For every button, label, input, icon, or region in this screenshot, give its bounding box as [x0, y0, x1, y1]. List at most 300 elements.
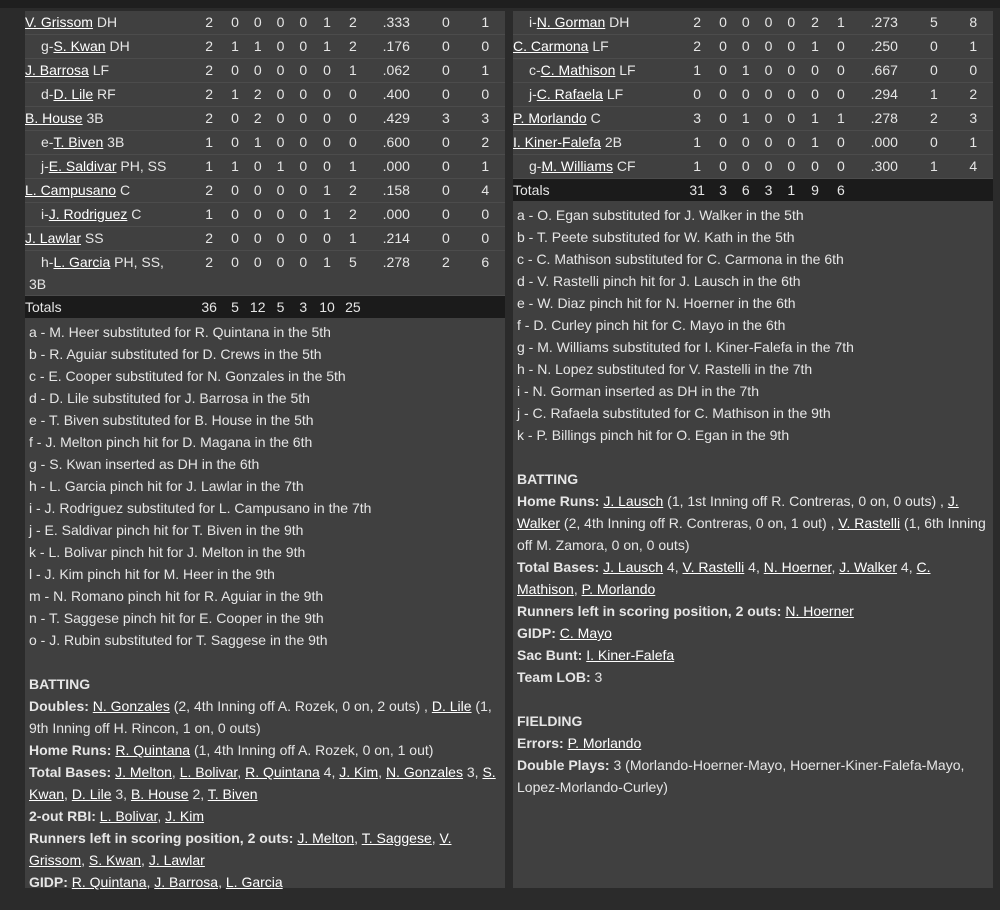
- stat-cell: 2: [195, 59, 224, 83]
- stat-cell: 2: [195, 179, 224, 203]
- substitution-note: b - T. Peete substituted for W. Kath in the 5th: [517, 229, 795, 245]
- stat-cell: 1: [224, 155, 247, 179]
- stat-cell: 0: [426, 83, 465, 107]
- player-link[interactable]: R. Quintana: [115, 742, 191, 758]
- stat-cell: 0: [224, 179, 247, 203]
- sub-letter: h-: [41, 254, 54, 270]
- player-link[interactable]: I. Kiner-Falefa: [513, 134, 601, 150]
- stat-cell: 2: [683, 11, 712, 35]
- stat-cell: 1: [914, 155, 953, 179]
- batter-cell: [25, 203, 195, 227]
- batter-row: [25, 35, 505, 59]
- stat-cell: .000: [854, 131, 914, 155]
- stat-cell: 0: [780, 155, 803, 179]
- player-link[interactable]: P. Morlando: [581, 581, 656, 597]
- stat-cell: .000: [366, 203, 426, 227]
- stat-cell: .278: [366, 251, 426, 296]
- player-link[interactable]: J. Barrosa: [25, 62, 89, 78]
- stat-cell: 0: [269, 251, 292, 296]
- stat-cell: 0: [292, 203, 315, 227]
- player-link[interactable]: N. Gonzales: [385, 764, 463, 780]
- stat-cell: 2: [246, 107, 269, 131]
- substitution-note: c - E. Cooper substituted for N. Gonzales in the 5th: [29, 368, 346, 384]
- sub-letter: d-: [41, 86, 54, 102]
- stat-cell: 0: [734, 131, 757, 155]
- stat-cell: 2: [426, 251, 465, 296]
- stat-cell: 5: [339, 251, 366, 296]
- stat-cell: 0: [246, 251, 269, 296]
- stat-cell: .000: [366, 155, 426, 179]
- stat-cell: 2: [195, 35, 224, 59]
- batter-cell: [25, 155, 195, 179]
- stat-cell: 0: [292, 227, 315, 251]
- batter-cell: [513, 83, 683, 107]
- player-link[interactable]: J. Walker: [517, 493, 959, 531]
- player-link[interactable]: C. Mathison: [540, 62, 616, 78]
- stat-cell: 0: [315, 59, 340, 83]
- total-r: 5: [224, 296, 247, 319]
- batter-row: [25, 155, 505, 179]
- player-link[interactable]: E. Saldivar: [48, 158, 117, 174]
- stat-cell: 0: [734, 35, 757, 59]
- batting-title: BATTING: [29, 676, 91, 692]
- stat-cell: 0: [269, 179, 292, 203]
- stat-cell: 0: [757, 35, 780, 59]
- player-link[interactable]: N. Gorman: [536, 14, 606, 30]
- position: DH: [109, 38, 130, 54]
- stat-cell: 0: [292, 131, 315, 155]
- substitution-note: a - O. Egan substituted for J. Walker in the 5th: [517, 207, 804, 223]
- substitution-note: h - N. Lopez substituted for V. Rastelli in the 7th: [517, 361, 813, 377]
- stat-cell: 0: [292, 83, 315, 107]
- stat-cell: 0: [339, 131, 366, 155]
- stat-cell: 0: [315, 155, 340, 179]
- position: LF: [619, 62, 636, 78]
- home-runs-line: Home Runs: J. Lausch (1, 1st Inning off R. Contreras, 0 on, 0 outs) , J. Walker (2, 4th Inning off R. Contreras, 0 on, 1 out) , V. Rastelli (1, 6th Inning off M. Zamora, 0 on, 0 outs): [517, 493, 986, 553]
- gidp-line: GIDP: C. Mayo: [517, 625, 612, 641]
- stat-cell: 1: [827, 107, 854, 131]
- stat-cell: 4: [466, 179, 505, 203]
- substitution-note: d - D. Lile substituted for J. Barrosa in the 5th: [29, 390, 310, 406]
- player-link[interactable]: J. Lausch: [603, 559, 664, 575]
- batter-cell: [513, 59, 683, 83]
- stat-cell: 0: [712, 35, 735, 59]
- stat-cell: 3: [426, 107, 465, 131]
- stat-cell: 0: [292, 179, 315, 203]
- player-link[interactable]: L. Garcia: [53, 254, 111, 270]
- stat-cell: 2: [195, 83, 224, 107]
- player-link[interactable]: J. Kim: [339, 764, 379, 780]
- player-link[interactable]: I. Kiner-Falefa: [586, 647, 675, 663]
- stat-cell: 1: [466, 59, 505, 83]
- substitution-note: i - N. Gorman inserted as DH in the 7th: [517, 383, 759, 399]
- stat-cell: 0: [292, 35, 315, 59]
- player-link[interactable]: J. Lausch: [603, 493, 664, 509]
- doubles-line: Doubles: N. Gonzales (2, 4th Inning off A. Rozek, 0 on, 2 outs) , D. Lile (1, 9th Inning off H. Rincon, 1 on, 0 outs): [29, 698, 492, 736]
- position: PH, SS,: [114, 254, 164, 270]
- total-lob: 25: [339, 296, 366, 319]
- stat-cell: 0: [827, 35, 854, 59]
- stat-cell: 0: [269, 107, 292, 131]
- sub-letter: g-: [529, 158, 542, 174]
- stat-cell: 0: [426, 227, 465, 251]
- batter-cell: [513, 155, 683, 179]
- batter-row: [513, 59, 993, 83]
- player-link[interactable]: T. Saggese: [361, 830, 432, 846]
- stat-cell: 0: [780, 131, 803, 155]
- stat-cell: 0: [757, 11, 780, 35]
- stat-cell: 4: [954, 155, 993, 179]
- position: 2B: [604, 134, 622, 150]
- stat-cell: 0: [914, 131, 953, 155]
- substitution-note: l - J. Kim pinch hit for M. Heer in the 9th: [29, 566, 275, 582]
- player-link[interactable]: N. Gonzales: [92, 698, 170, 714]
- batter-row: [25, 107, 505, 131]
- stat-cell: 0: [426, 179, 465, 203]
- player-link[interactable]: J. Lawlar: [25, 230, 82, 246]
- player-link[interactable]: R. Quintana: [71, 874, 147, 890]
- stat-cell: 0: [803, 83, 828, 107]
- stat-cell: 0: [734, 11, 757, 35]
- away-box-score-panel: [25, 11, 505, 888]
- stat-cell: 0: [780, 107, 803, 131]
- total-rbi: 3: [757, 179, 780, 202]
- home-fielding-section: [517, 710, 989, 798]
- substitution-note: i - J. Rodriguez substituted for L. Campusano in the 7th: [29, 500, 372, 516]
- stat-cell: 2: [339, 35, 366, 59]
- stat-cell: 0: [269, 131, 292, 155]
- position: SS: [84, 230, 104, 246]
- stat-cell: 0: [224, 227, 247, 251]
- stat-cell: 6: [466, 251, 505, 296]
- player-link[interactable]: J. Kim: [165, 808, 205, 824]
- player-link[interactable]: D. Lile: [431, 698, 472, 714]
- stat-cell: 3: [466, 107, 505, 131]
- position: CF: [616, 158, 636, 174]
- total-bb: 3: [292, 296, 315, 319]
- stat-cell: 0: [827, 155, 854, 179]
- player-link[interactable]: P. Morlando: [567, 735, 642, 751]
- substitution-note: n - T. Saggese pinch hit for E. Cooper in the 9th: [29, 610, 324, 626]
- player-link[interactable]: S. Kwan: [88, 852, 142, 868]
- player-link[interactable]: J. Melton: [297, 830, 355, 846]
- stat-cell: 1: [683, 59, 712, 83]
- stat-cell: 0: [803, 155, 828, 179]
- batter-row: [25, 131, 505, 155]
- stat-cell: 0: [269, 35, 292, 59]
- stat-cell: 0: [292, 155, 315, 179]
- total-k: 9: [803, 179, 828, 202]
- stat-cell: .158: [366, 179, 426, 203]
- player-link[interactable]: P. Morlando: [513, 110, 587, 126]
- position: DH: [609, 14, 630, 30]
- total-r: 3: [712, 179, 735, 202]
- sub-letter: j-: [41, 158, 49, 174]
- substitution-note: f - D. Curley pinch hit for C. Mayo in the 6th: [517, 317, 786, 333]
- player-link[interactable]: T. Biven: [207, 786, 258, 802]
- totals-label: Totals: [25, 296, 195, 319]
- stat-cell: 0: [466, 203, 505, 227]
- batter-row: [513, 131, 993, 155]
- total-rbi: 5: [269, 296, 292, 319]
- position: C: [590, 110, 601, 126]
- stat-cell: 0: [269, 83, 292, 107]
- team-lob-line: Team LOB: 3: [517, 669, 603, 685]
- substitution-note: b - R. Aguiar substituted for D. Crews in the 5th: [29, 346, 322, 362]
- stat-cell: 1: [224, 83, 247, 107]
- stat-cell: 1: [315, 179, 340, 203]
- player-link[interactable]: L. Campusano: [25, 182, 117, 198]
- position-cont: 3B: [29, 276, 47, 292]
- stat-cell: 0: [712, 131, 735, 155]
- stat-cell: 0: [757, 83, 780, 107]
- stat-cell: .600: [366, 131, 426, 155]
- stat-cell: 0: [426, 203, 465, 227]
- position: C: [119, 182, 131, 198]
- total-k: 10: [315, 296, 340, 319]
- stat-cell: 1: [315, 11, 340, 35]
- player-link[interactable]: L. Garcia: [225, 874, 283, 890]
- substitution-note: d - V. Rastelli pinch hit for J. Lausch in the 6th: [517, 273, 801, 289]
- player-link[interactable]: C. Mathison: [517, 559, 931, 597]
- player-link[interactable]: D. Lile: [53, 86, 94, 102]
- batter-cell: [25, 227, 195, 251]
- stat-cell: 0: [426, 11, 465, 35]
- batter-row: [25, 203, 505, 227]
- stat-cell: 0: [914, 59, 953, 83]
- position: LF: [592, 38, 609, 54]
- total-lob: 6: [827, 179, 854, 202]
- stat-cell: 3: [954, 107, 993, 131]
- player-link[interactable]: B. House: [130, 786, 189, 802]
- sac-bunt-line: Sac Bunt: I. Kiner-Falefa: [517, 647, 675, 663]
- batter-cell: [25, 131, 195, 155]
- position: LF: [92, 62, 110, 78]
- stat-cell: 0: [246, 59, 269, 83]
- risp-line: Runners left in scoring position, 2 outs: N. Hoerner: [517, 603, 854, 619]
- batter-cell: [25, 251, 195, 296]
- stat-cell: 3: [683, 107, 712, 131]
- stat-cell: 1: [683, 131, 712, 155]
- total-bases-line: Total Bases: J. Lausch 4, V. Rastelli 4, N. Hoerner, J. Walker 4, C. Mathison, P. Morlando: [517, 559, 931, 597]
- stat-cell: 0: [757, 155, 780, 179]
- stat-cell: 1: [339, 59, 366, 83]
- player-link[interactable]: V. Rastelli: [838, 515, 901, 531]
- sub-letter: g-: [41, 38, 54, 54]
- batter-row: [25, 59, 505, 83]
- home-substitution-notes: [513, 201, 993, 798]
- stat-cell: 0: [757, 131, 780, 155]
- player-link[interactable]: T. Biven: [53, 134, 104, 150]
- gidp-line: GIDP: R. Quintana, J. Barrosa, L. Garcia: [29, 874, 283, 890]
- substitution-note: h - L. Garcia pinch hit for J. Lawlar in the 7th: [29, 478, 304, 494]
- total-h: 6: [734, 179, 757, 202]
- player-link[interactable]: L. Bolivar: [179, 764, 238, 780]
- stat-cell: 0: [914, 35, 953, 59]
- player-link[interactable]: J. Barrosa: [154, 874, 219, 890]
- stat-cell: 0: [683, 83, 712, 107]
- position: RF: [97, 86, 116, 102]
- stat-cell: 1: [734, 59, 757, 83]
- stat-cell: 1: [734, 107, 757, 131]
- substitution-note: k - L. Bolivar pinch hit for J. Melton in the 9th: [29, 544, 306, 560]
- batter-row: [513, 11, 993, 35]
- player-link[interactable]: R. Quintana: [245, 764, 320, 780]
- stat-cell: 1: [954, 35, 993, 59]
- stat-cell: 0: [712, 107, 735, 131]
- stat-cell: 0: [224, 11, 247, 35]
- stat-cell: 0: [426, 131, 465, 155]
- stat-cell: 1: [466, 11, 505, 35]
- stat-cell: 0: [269, 227, 292, 251]
- sub-letter: i-: [529, 14, 537, 30]
- stat-cell: 1: [246, 131, 269, 155]
- stat-cell: .250: [854, 35, 914, 59]
- position: DH: [96, 14, 118, 30]
- totals-label: Totals: [513, 179, 683, 202]
- sub-letter: c-: [529, 62, 541, 78]
- stat-cell: 0: [292, 251, 315, 296]
- batter-cell: [513, 131, 683, 155]
- top-bar: [0, 0, 1000, 8]
- stat-cell: 1: [683, 155, 712, 179]
- batter-row: [513, 107, 993, 131]
- batter-row: [513, 155, 993, 179]
- batter-row: [25, 227, 505, 251]
- player-link[interactable]: L. Bolivar: [99, 808, 158, 824]
- stat-cell: 0: [224, 59, 247, 83]
- total-ab: 31: [683, 179, 712, 202]
- stat-cell: 0: [780, 11, 803, 35]
- stat-cell: 1: [315, 203, 340, 227]
- totals-row: [513, 179, 993, 202]
- stat-cell: 0: [712, 155, 735, 179]
- stat-cell: 0: [246, 179, 269, 203]
- stat-cell: 0: [315, 107, 340, 131]
- stat-cell: 1: [224, 35, 247, 59]
- stat-cell: 0: [803, 59, 828, 83]
- stat-cell: 0: [246, 227, 269, 251]
- stat-cell: 1: [339, 227, 366, 251]
- stat-cell: 2: [195, 227, 224, 251]
- stat-cell: 0: [954, 59, 993, 83]
- batter-cell: [513, 107, 683, 131]
- player-link[interactable]: J. Rodriguez: [48, 206, 128, 222]
- stat-cell: .300: [854, 155, 914, 179]
- away-batting-section: [29, 673, 501, 893]
- stat-cell: 1: [195, 203, 224, 227]
- stat-cell: 0: [426, 155, 465, 179]
- batter-cell: [513, 11, 683, 35]
- player-link[interactable]: S. Kwan: [53, 38, 106, 54]
- substitution-note: k - P. Billings pinch hit for O. Egan in the 9th: [517, 427, 790, 443]
- player-link[interactable]: C. Carmona: [513, 38, 589, 54]
- total-bb: 1: [780, 179, 803, 202]
- player-link[interactable]: J. Melton: [115, 764, 172, 780]
- home-runs-line: Home Runs: R. Quintana (1, 4th Inning off A. Rozek, 0 on, 1 out): [29, 742, 434, 758]
- home-batting-table: [513, 11, 993, 201]
- stat-cell: .294: [854, 83, 914, 107]
- batter-row: [25, 11, 505, 35]
- stat-cell: .176: [366, 35, 426, 59]
- stat-cell: 0: [224, 107, 247, 131]
- position: 3B: [107, 134, 125, 150]
- substitution-note: c - C. Mathison substituted for C. Carmona in the 6th: [517, 251, 844, 267]
- batter-row: [513, 35, 993, 59]
- batter-row: [513, 83, 993, 107]
- stat-cell: 0: [734, 155, 757, 179]
- player-link[interactable]: D. Lile: [71, 786, 112, 802]
- sub-letter: j-: [529, 86, 537, 102]
- totals-row: [25, 296, 505, 319]
- substitution-note: f - J. Melton pinch hit for D. Magana in the 6th: [29, 434, 313, 450]
- stat-cell: 1: [315, 251, 340, 296]
- position: LF: [606, 86, 624, 102]
- batter-row: [25, 179, 505, 203]
- player-link[interactable]: C. Mayo: [559, 625, 612, 641]
- stat-cell: 5: [914, 11, 953, 35]
- player-link[interactable]: N. Hoerner: [763, 559, 832, 575]
- stat-cell: 0: [734, 83, 757, 107]
- stat-cell: .400: [366, 83, 426, 107]
- stat-cell: 0: [827, 59, 854, 83]
- stat-cell: 0: [712, 11, 735, 35]
- stat-cell: 0: [315, 131, 340, 155]
- player-link[interactable]: C. Rafaela: [536, 86, 603, 102]
- substitution-note: g - S. Kwan inserted as DH in the 6th: [29, 456, 260, 472]
- two-out-rbi-line: 2-out RBI: L. Bolivar, J. Kim: [29, 808, 205, 824]
- player-link[interactable]: V. Rastelli: [682, 559, 745, 575]
- stat-cell: 8: [954, 11, 993, 35]
- stat-cell: 1: [803, 35, 828, 59]
- stat-cell: 0: [426, 59, 465, 83]
- away-batting-table: [25, 11, 505, 318]
- player-link[interactable]: S. Kwan: [29, 764, 496, 802]
- batter-cell: [25, 107, 195, 131]
- substitution-note: j - E. Saldivar pinch hit for T. Biven in the 9th: [29, 522, 304, 538]
- stat-cell: 1: [954, 131, 993, 155]
- stat-cell: 0: [780, 83, 803, 107]
- stat-cell: 1: [339, 155, 366, 179]
- batting-title: BATTING: [517, 471, 579, 487]
- stat-cell: 0: [224, 203, 247, 227]
- player-link[interactable]: B. House: [25, 110, 83, 126]
- stat-cell: 0: [292, 11, 315, 35]
- stat-cell: 0: [827, 83, 854, 107]
- substitution-note: j - C. Rafaela substituted for C. Mathison in the 9th: [517, 405, 831, 421]
- player-link[interactable]: M. Williams: [541, 158, 613, 174]
- batter-cell: [25, 35, 195, 59]
- player-link[interactable]: J. Walker: [839, 559, 898, 575]
- stat-cell: 0: [315, 83, 340, 107]
- home-batting-section: [517, 468, 989, 688]
- stat-cell: 2: [339, 11, 366, 35]
- player-link[interactable]: V. Grissom: [29, 830, 452, 868]
- stat-cell: 2: [246, 83, 269, 107]
- stat-cell: 2: [803, 11, 828, 35]
- batter-cell: [25, 59, 195, 83]
- position: 3B: [86, 110, 104, 126]
- player-link[interactable]: N. Hoerner: [785, 603, 854, 619]
- batter-row: [25, 251, 505, 296]
- stat-cell: 2: [914, 107, 953, 131]
- player-link[interactable]: J. Lawlar: [148, 852, 205, 868]
- stat-cell: 0: [315, 227, 340, 251]
- stat-cell: 1: [466, 155, 505, 179]
- player-link[interactable]: V. Grissom: [25, 14, 93, 30]
- errors-line: Errors: P. Morlando: [517, 735, 642, 751]
- stat-cell: 0: [466, 83, 505, 107]
